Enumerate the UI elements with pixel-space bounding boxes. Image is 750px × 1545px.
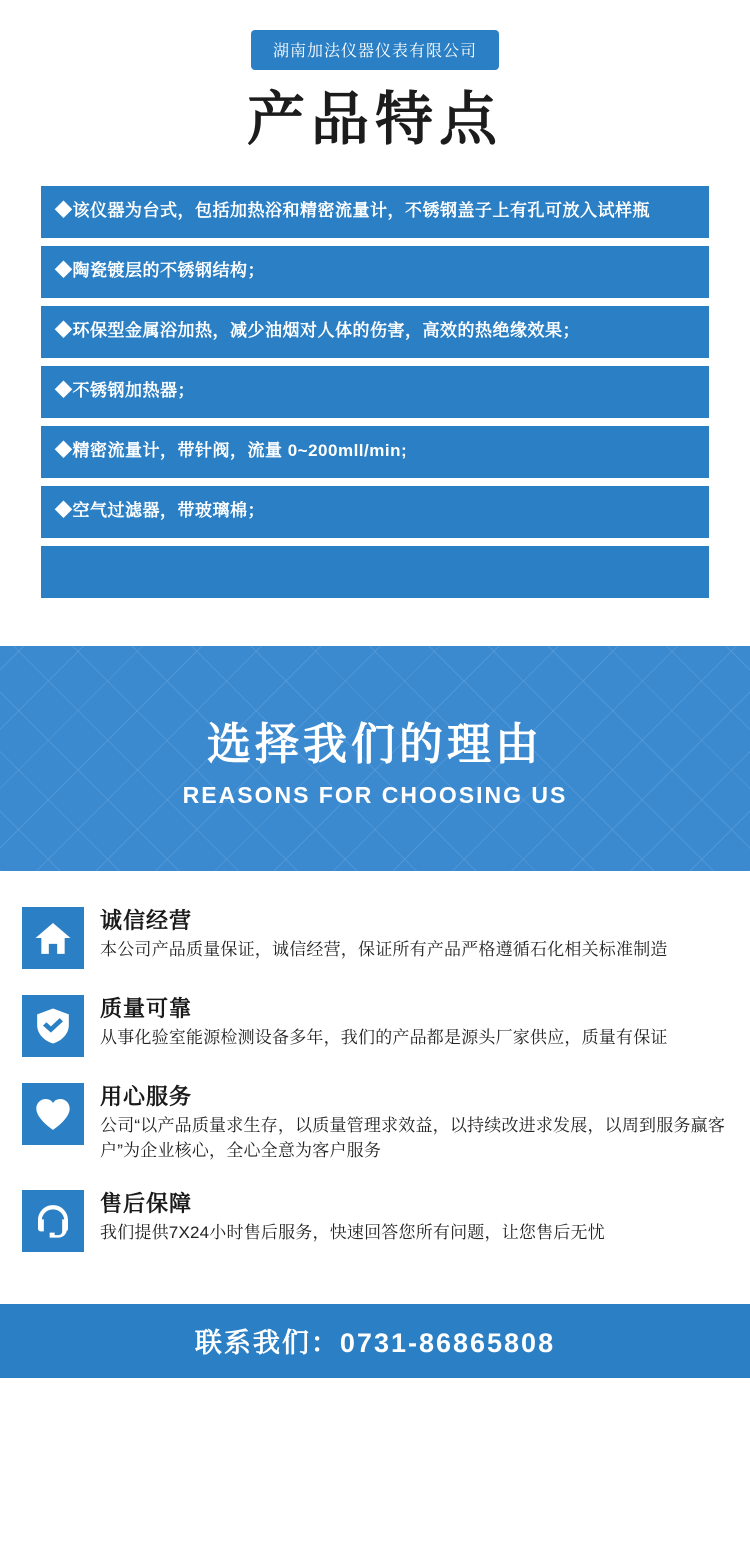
- reason-text: [100, 1083, 728, 1164]
- reason-item: [22, 907, 728, 969]
- reason-title: 售后保障: [100, 1190, 193, 1216]
- company-badge-wrap: [0, 30, 750, 70]
- feature-item: ◆空气过滤器，带玻璃棉；: [41, 486, 709, 538]
- feature-item: ◆该仪器为台式，包括加热浴和精密流量计，不锈钢盖子上有孔可放入试样瓶: [41, 186, 709, 238]
- reasons-banner: [0, 646, 750, 871]
- company-name-badge: 湖南加法仪器仪表有限公司: [251, 30, 499, 70]
- reason-title: 诚信经营: [100, 907, 193, 933]
- reason-title: 质量可靠: [100, 995, 193, 1021]
- page-title: 产品特点: [246, 87, 503, 152]
- feature-item: ◆精密流量计，带针阀，流量 0~200mll/min;: [41, 426, 709, 478]
- feature-item: ◆陶瓷镀层的不锈钢结构；: [41, 246, 709, 298]
- feature-item: [41, 546, 709, 598]
- headset-icon: [22, 1190, 84, 1252]
- reason-text: [100, 907, 728, 963]
- reason-desc: 公司“以产品质量求生存，以质量管理求效益，以持续改进求发展，以周到服务赢客户”为企业核心，全心全意为客户服务: [100, 1116, 726, 1160]
- feature-list: [41, 186, 709, 598]
- shield-check-icon: [22, 995, 84, 1057]
- reason-text: [100, 1190, 728, 1246]
- reason-title: 用心服务: [100, 1083, 193, 1109]
- feature-item: ◆环保型金属浴加热，减少油烟对人体的伤害，高效的热绝缘效果；: [41, 306, 709, 358]
- reason-text: [100, 995, 728, 1051]
- home-icon: [22, 907, 84, 969]
- reason-desc: 本公司产品质量保证，诚信经营，保证所有产品严格遵循石化相关标准制造: [100, 940, 668, 960]
- reasons-list: [0, 871, 750, 1304]
- reason-item: [22, 1083, 728, 1164]
- reason-desc: 我们提供7X24小时售后服务，快速回答您所有问题，让您售后无忧: [100, 1223, 605, 1243]
- reason-item: [22, 1190, 728, 1252]
- reason-item: [22, 995, 728, 1057]
- reasons-title-en: REASONS FOR CHOOSING US: [182, 781, 568, 808]
- reasons-title-cn: 选择我们的理由: [207, 719, 543, 769]
- contact-footer: 联系我们：0731-86865808: [0, 1304, 750, 1378]
- product-features-section: [0, 0, 750, 646]
- reason-desc: 从事化验室能源检测设备多年，我们的产品都是源头厂家供应，质量有保证: [100, 1028, 668, 1048]
- heart-icon: [22, 1083, 84, 1145]
- feature-item: ◆不锈钢加热器；: [41, 366, 709, 418]
